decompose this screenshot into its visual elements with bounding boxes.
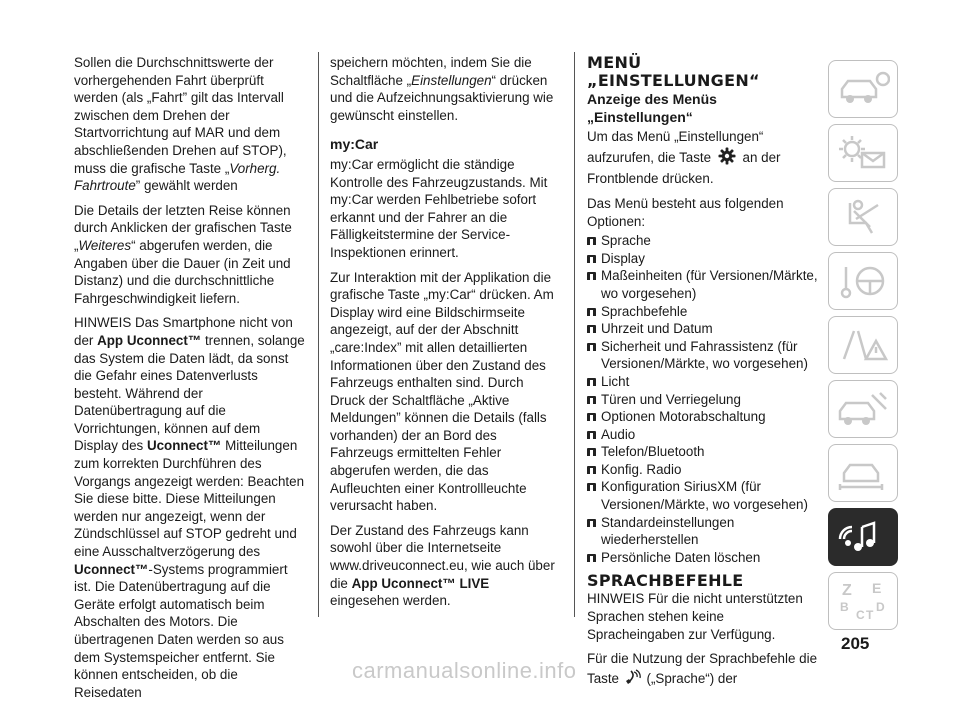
settings-option-label: Sprachbefehle — [601, 303, 688, 319]
settings-option-item — [587, 443, 819, 461]
paragraph-hinweis-data — [74, 314, 306, 701]
text-run: Uconnect™ — [146, 438, 222, 454]
folder-bullet-icon — [587, 237, 596, 245]
folder-bullet-icon — [587, 378, 596, 386]
folder-bullet-icon — [587, 466, 596, 474]
settings-option-item — [587, 514, 819, 549]
settings-option-label: Konfig. Radio — [601, 461, 682, 477]
subheading-menu-display: Anzeige des Menüs „Einstellungen“ — [587, 91, 717, 125]
voice-text: Für die Nutzung der Sprachbefehle die Taste — [587, 651, 818, 686]
section-heading-sprachbefehle: SPRACHBEFEHLE — [587, 571, 744, 591]
settings-option-item — [587, 303, 819, 321]
text-run: ” gewählt werden — [135, 178, 238, 194]
settings-option-item — [587, 391, 819, 409]
settings-option-item — [587, 478, 819, 513]
folder-bullet-icon — [587, 272, 596, 280]
settings-option-item — [587, 338, 819, 373]
car-info-icon — [836, 69, 890, 109]
index-abcde-icon — [836, 579, 890, 623]
index-letter: Z — [842, 582, 852, 599]
settings-option-item — [587, 320, 819, 338]
text-column-2 — [330, 54, 562, 617]
folder-bullet-icon — [587, 343, 596, 351]
settings-option-label: Licht — [601, 373, 630, 389]
voice-command-icon — [625, 668, 641, 691]
settings-option-label: Sicherheit und Fahrassistenz (für Versionen/Märkte, wo vorgesehen) — [601, 338, 808, 372]
paragraph-options-intro: Das Menü besteht aus folgenden Optionen: — [587, 195, 784, 229]
watermark: carmanualsonline.info — [352, 658, 577, 683]
folder-bullet-icon — [587, 413, 596, 421]
text-column-3 — [587, 54, 819, 697]
text-run: Einstellungen — [411, 72, 492, 88]
heading-line: „EINSTELLUNGEN“ — [587, 71, 760, 90]
text-run: speichern möchten, indem Sie die Schaltfläche „ — [330, 55, 532, 88]
settings-options-list — [587, 232, 819, 566]
paragraph-mycar-intro — [330, 156, 562, 262]
paragraph-trip-details — [74, 202, 306, 308]
settings-option-label: Konfiguration SiriusXM (für Versionen/Märkte, wo vorgesehen) — [601, 479, 808, 513]
text-run: Vorherg. Fahrtroute — [74, 160, 281, 194]
settings-option-label: Display — [601, 250, 645, 266]
paragraph-mycar-website — [330, 522, 562, 610]
settings-option-item — [587, 426, 819, 444]
text-run: Zur Interaktion mit der Applikation die grafische Taste „my:Car“ drücken. Am Display wird eine Bildschirmseite angezeigt, auf der der Abschnitt „care:Index” mit allen detaillierten Informationen über den Zustand des Fahrzeugs enthalten sind. Durch Druck der Schaltfläche „Aktive Meldungen” können die Details (falls vorhanden) der an Bord des Fahrzeugs ermittelten Fehler abgerufen werden, die das Aufleuchten einer Kontrollleuchte verursacht haben. — [330, 269, 554, 514]
settings-option-label: Maßeinheiten (für Versionen/Märkte, wo vorgesehen) — [601, 268, 818, 301]
settings-option-label: Telefon/Bluetooth — [601, 444, 705, 460]
heading-line: MENÜ — [587, 53, 642, 72]
intro-text: Um das Menü „Einstellungen“ aufzurufen, die Taste — [587, 129, 764, 165]
seat-safety-icon — [836, 197, 890, 237]
settings-option-label: Optionen Motorabschaltung — [601, 409, 766, 425]
folder-bullet-icon — [587, 431, 596, 439]
warning-lights-icon — [836, 133, 890, 173]
settings-option-label: Audio — [601, 426, 636, 442]
text-run: -Systems programmiert ist. Die Datenübertragung auf die Geräte erfolgt automatisch beim Abschalten des Motors. Die übertragenen Daten werden so aus dem Systemspeicher entfernt. Sie können entscheiden, ob die Reisedaten — [74, 561, 288, 700]
tab-car-info[interactable] — [828, 60, 898, 118]
tab-service[interactable] — [828, 380, 898, 438]
voice-text: („Sprache“) der — [646, 670, 738, 686]
tab-safety[interactable] — [828, 188, 898, 246]
text-run: my:Car ermöglicht die ständige Kontrolle des Fahrzeugzustands. Mit my:Car werden Fehlbetriebe sofort erkannt und der Fahrer an die Fälligkeitstermine der Service-Inspektionen erinnert. — [330, 156, 548, 260]
page-number: 205 — [841, 634, 870, 653]
tab-warning-lights[interactable] — [828, 124, 898, 182]
car-service-icon — [836, 389, 890, 429]
settings-option-label: Standardeinstellungen wiederherstellen — [601, 514, 735, 548]
tab-technical-data[interactable] — [828, 444, 898, 502]
road-warning-icon — [836, 325, 890, 365]
paragraph-hinweis-sprachen: HINWEIS Für die nicht unterstützten Sprachen stehen keine Spracheingaben zur Verfügung. — [587, 591, 803, 642]
column-divider — [574, 52, 575, 617]
tab-multimedia[interactable] — [828, 508, 898, 566]
tab-starting-driving[interactable] — [828, 252, 898, 310]
folder-bullet-icon — [587, 325, 596, 333]
intro-text: an der Frontblende drücken. — [587, 149, 781, 187]
text-run: App Uconnect™ — [97, 332, 202, 348]
settings-option-label: Türen und Verriegelung — [601, 391, 741, 407]
text-run: Die Details der letzten Reise können durch Anklicken der grafischen Taste „ — [74, 202, 292, 253]
text-run: Weiteres — [78, 237, 132, 253]
section-heading-menu — [587, 54, 819, 90]
car-specs-icon — [836, 453, 890, 493]
multimedia-icon — [836, 517, 890, 557]
paragraph-menu-intro — [587, 128, 819, 188]
index-letter: C — [856, 608, 865, 622]
settings-option-item — [587, 267, 819, 302]
paragraph-mycar-interaction — [330, 269, 562, 515]
tab-emergency[interactable] — [828, 316, 898, 374]
folder-bullet-icon — [587, 396, 596, 404]
text-run: trennen, solange das System die Daten lädt, da sonst die Gefahr eines Datenverlusts besteht. Während der Datenübertragung auf die Vorrichtungen, können auf dem Display des — [74, 332, 305, 454]
folder-bullet-icon — [587, 519, 596, 527]
text-run: HINWEIS Das Smartphone nicht von der — [74, 315, 293, 348]
section-heading-mycar: my:Car — [330, 136, 379, 153]
settings-option-item — [587, 232, 819, 250]
text-run: eingesehen werden. — [330, 593, 451, 609]
settings-option-item — [587, 461, 819, 479]
tab-index[interactable] — [828, 572, 898, 630]
settings-option-label: Persönliche Daten löschen — [601, 549, 761, 565]
chapter-tab-sidebar — [828, 60, 900, 636]
index-letter: T — [866, 608, 874, 622]
settings-option-item — [587, 373, 819, 391]
text-run: “ drücken und die Aufzeichnungsaktivierung wie gewünscht einstellen. — [330, 72, 554, 123]
index-letter: B — [840, 600, 849, 614]
settings-gear-icon — [717, 146, 737, 171]
paragraph-save-settings — [330, 54, 562, 124]
settings-option-item — [587, 250, 819, 268]
folder-bullet-icon — [587, 483, 596, 491]
settings-option-label: Sprache — [601, 233, 651, 249]
text-run: Der Zustand des Fahrzeugs kann sowohl über die Internetseite www.driveuconnect.eu, wie auch über die — [330, 522, 555, 591]
text-column-1 — [74, 54, 306, 708]
settings-option-item — [587, 408, 819, 426]
settings-option-label: Uhrzeit und Datum — [601, 321, 713, 337]
text-run: Uconnect™ — [74, 561, 149, 577]
settings-option-item — [587, 549, 819, 567]
column-divider — [318, 52, 319, 617]
text-run: Sollen die Durchschnittswerte der vorhergehenden Fahrt überprüft werden (als „Fahrt” gilt das Intervall zwischen dem Drehen der Startvorrichtung auf MAR und dem abschließenden Drehen auf STOP), muss die grafische Taste „ — [74, 55, 287, 176]
index-letter: E — [872, 580, 882, 596]
text-run: Mitteilungen zum korrekten Durchführen des Vorgangs angezeigt werden: Beachten Sie diese bitte. Diese Mitteilungen werden nur angezeigt, wenn der Zündschlüssel auf STOP gedreht und eine Ausschaltverzögerung des — [74, 438, 305, 560]
paragraph-voice-usage — [587, 650, 819, 690]
text-run: App Uconnect™ LIVE — [351, 575, 490, 591]
folder-bullet-icon — [587, 554, 596, 562]
folder-bullet-icon — [587, 448, 596, 456]
key-steering-icon — [836, 261, 890, 301]
folder-bullet-icon — [587, 308, 596, 316]
folder-bullet-icon — [587, 255, 596, 263]
paragraph-previous-trip — [74, 54, 306, 195]
index-letter: D — [876, 600, 885, 614]
text-run: “ abgerufen werden, die Angaben über die Dauer (in Zeit und Distanz) und die durchschnittliche Fahrgeschwindigkeit liefern. — [74, 237, 291, 306]
